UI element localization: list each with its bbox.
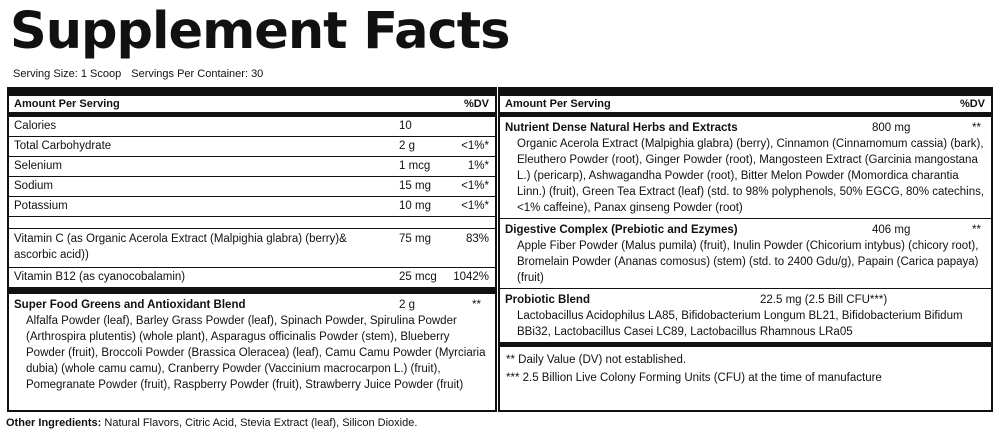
- nutrient-row: [9, 197, 495, 217]
- column-header: [500, 96, 991, 117]
- blend-dv: **: [972, 224, 981, 236]
- nutrient-name: Sodium: [14, 180, 53, 192]
- blend-ingredients: Alfalfa Powder (leaf), Barley Grass Powder (leaf), Spinach Powder, Spirulina Powder (Arthrospira plutentis) (whole plant), Asparagus officinalis Powder (stem), Blueberry Powder (fruit), Broccoli Powder (Brassica Oleracea) (leaf), Camu Camu Powder (Myrciaria dubia) (whole camu camu), Cranberry Powder (Vaccinium macrocarpon L.) (fruit), Pomegranate Powder (fruit), Raspberry Powder (fruit), Strawberry Juice Powder (fruit): [26, 315, 486, 391]
- column-header: [9, 96, 495, 117]
- blend-name: Nutrient Dense Natural Herbs and Extracts: [505, 122, 738, 134]
- digestive-blend: [500, 219, 991, 289]
- top-bar: [9, 87, 495, 96]
- blend-dv: **: [472, 299, 481, 311]
- amount-header: Amount Per Serving: [14, 98, 120, 110]
- vitamin-b12-row: [9, 268, 495, 287]
- blend-qty: 22.5 mg (2.5 Bill CFU***): [760, 294, 888, 306]
- blend-ingredients: Organic Acerola Extract (Malpighia glabra) (berry), Cinnamon (Cinnamomum cassia) (bark), Eleuthero Powder (root), Ginger Powder (root), Mangosteen Extract (Garcinia mangostana L.) (pericarp), Ashwagandha Powder (root), Bitter Melon Powder (Momordica charantia Linn.) (fruit), Green Tea Extract (leaf) (std. to 98% polyphenols, 50% EGCG, 80% catechins, <1% caffeine), Panax ginseng Powder (root): [517, 138, 985, 214]
- serving-info: [13, 68, 263, 80]
- nutrient-dv: <1%*: [461, 140, 489, 152]
- nutrient-row: [9, 157, 495, 177]
- page-title: Supplement Facts: [10, 2, 510, 61]
- nutrient-qty: 10: [399, 120, 412, 132]
- blend-name: Super Food Greens and Antioxidant Blend: [14, 299, 246, 311]
- greens-blend: [9, 294, 495, 395]
- dv-header: %DV: [959, 98, 985, 110]
- spacer-row: [9, 217, 495, 229]
- blend-ingredients: Lactobacillus Acidophilus LA85, Bifidobacterium Longum BL21, Bifidobacterium Bifidum BBi32, Lactobacillus Casei LC89, Lactobacillus Rhamnous LRa05: [517, 310, 963, 338]
- vitamin-c-row: [9, 229, 495, 268]
- nutrient-dv: 1042%: [453, 271, 489, 283]
- nutrient-name: Vitamin B12 (as cyanocobalamin): [14, 271, 186, 283]
- nutrient-qty: 1 mcg: [399, 160, 431, 172]
- nutrient-dv: 83%: [465, 233, 489, 245]
- right-facts-panel: [498, 87, 993, 412]
- nutrient-dv: <1%*: [461, 200, 489, 212]
- nutrient-row: [9, 117, 495, 137]
- nutrient-qty: 25 mcg: [399, 271, 437, 283]
- blend-name: Digestive Complex (Prebiotic and Ezymes): [505, 224, 738, 236]
- nutrient-qty: 75 mg: [399, 233, 431, 245]
- divider-thick: [9, 287, 495, 294]
- nutrient-name: Total Carbohydrate: [14, 140, 112, 152]
- footnote: ** Daily Value (DV) not established.: [506, 354, 687, 366]
- blend-name: Probiotic Blend: [505, 294, 590, 306]
- dv-header: %DV: [463, 98, 489, 110]
- servings-per-container: Servings Per Container: 30: [131, 68, 264, 80]
- nutrient-qty: 2 g: [399, 140, 415, 152]
- nutrient-name: Calories: [14, 120, 57, 132]
- nutrient-row: [9, 177, 495, 197]
- left-facts-panel: [7, 87, 497, 412]
- nutrient-name: Selenium: [14, 160, 62, 172]
- nutrient-name: Vitamin C (as Organic Acerola Extract (Malpighia glabra) (berry)& ascorbic acid)): [14, 233, 347, 261]
- nutrient-qty: 15 mg: [399, 180, 431, 192]
- blend-qty: 800 mg: [872, 122, 911, 134]
- other-ingredients-text: Natural Flavors, Citric Acid, Stevia Extract (leaf), Silicon Dioxide.: [104, 417, 418, 429]
- footnotes: [500, 347, 991, 387]
- other-ingredients: [6, 417, 417, 429]
- top-bar: [500, 87, 991, 96]
- nutrient-row: [9, 137, 495, 157]
- herbs-blend: [500, 117, 991, 219]
- other-ingredients-label: Other Ingredients:: [6, 417, 102, 429]
- blend-ingredients: Apple Fiber Powder (Malus pumila) (fruit), Inulin Powder (Chicorium intybus) (chicory root), Bromelain Powder (Ananas comosus) (stem) (std. to 2400 Gdu/g), Papain (Carica papaya) (fruit): [517, 240, 979, 284]
- nutrient-qty: 10 mg: [399, 200, 431, 212]
- footnote: *** 2.5 Billion Live Colony Forming Units (CFU) at the time of manufacture: [506, 372, 882, 384]
- blend-qty: 406 mg: [872, 224, 911, 236]
- blend-qty: 2 g: [399, 299, 415, 311]
- blend-dv: **: [972, 122, 981, 134]
- nutrient-dv: 1%*: [467, 160, 489, 172]
- nutrient-dv: <1%*: [461, 180, 489, 192]
- probiotic-blend: [500, 289, 991, 347]
- serving-size: Serving Size: 1 Scoop: [13, 68, 122, 80]
- nutrient-name: Potassium: [14, 200, 68, 212]
- amount-header: Amount Per Serving: [505, 98, 611, 110]
